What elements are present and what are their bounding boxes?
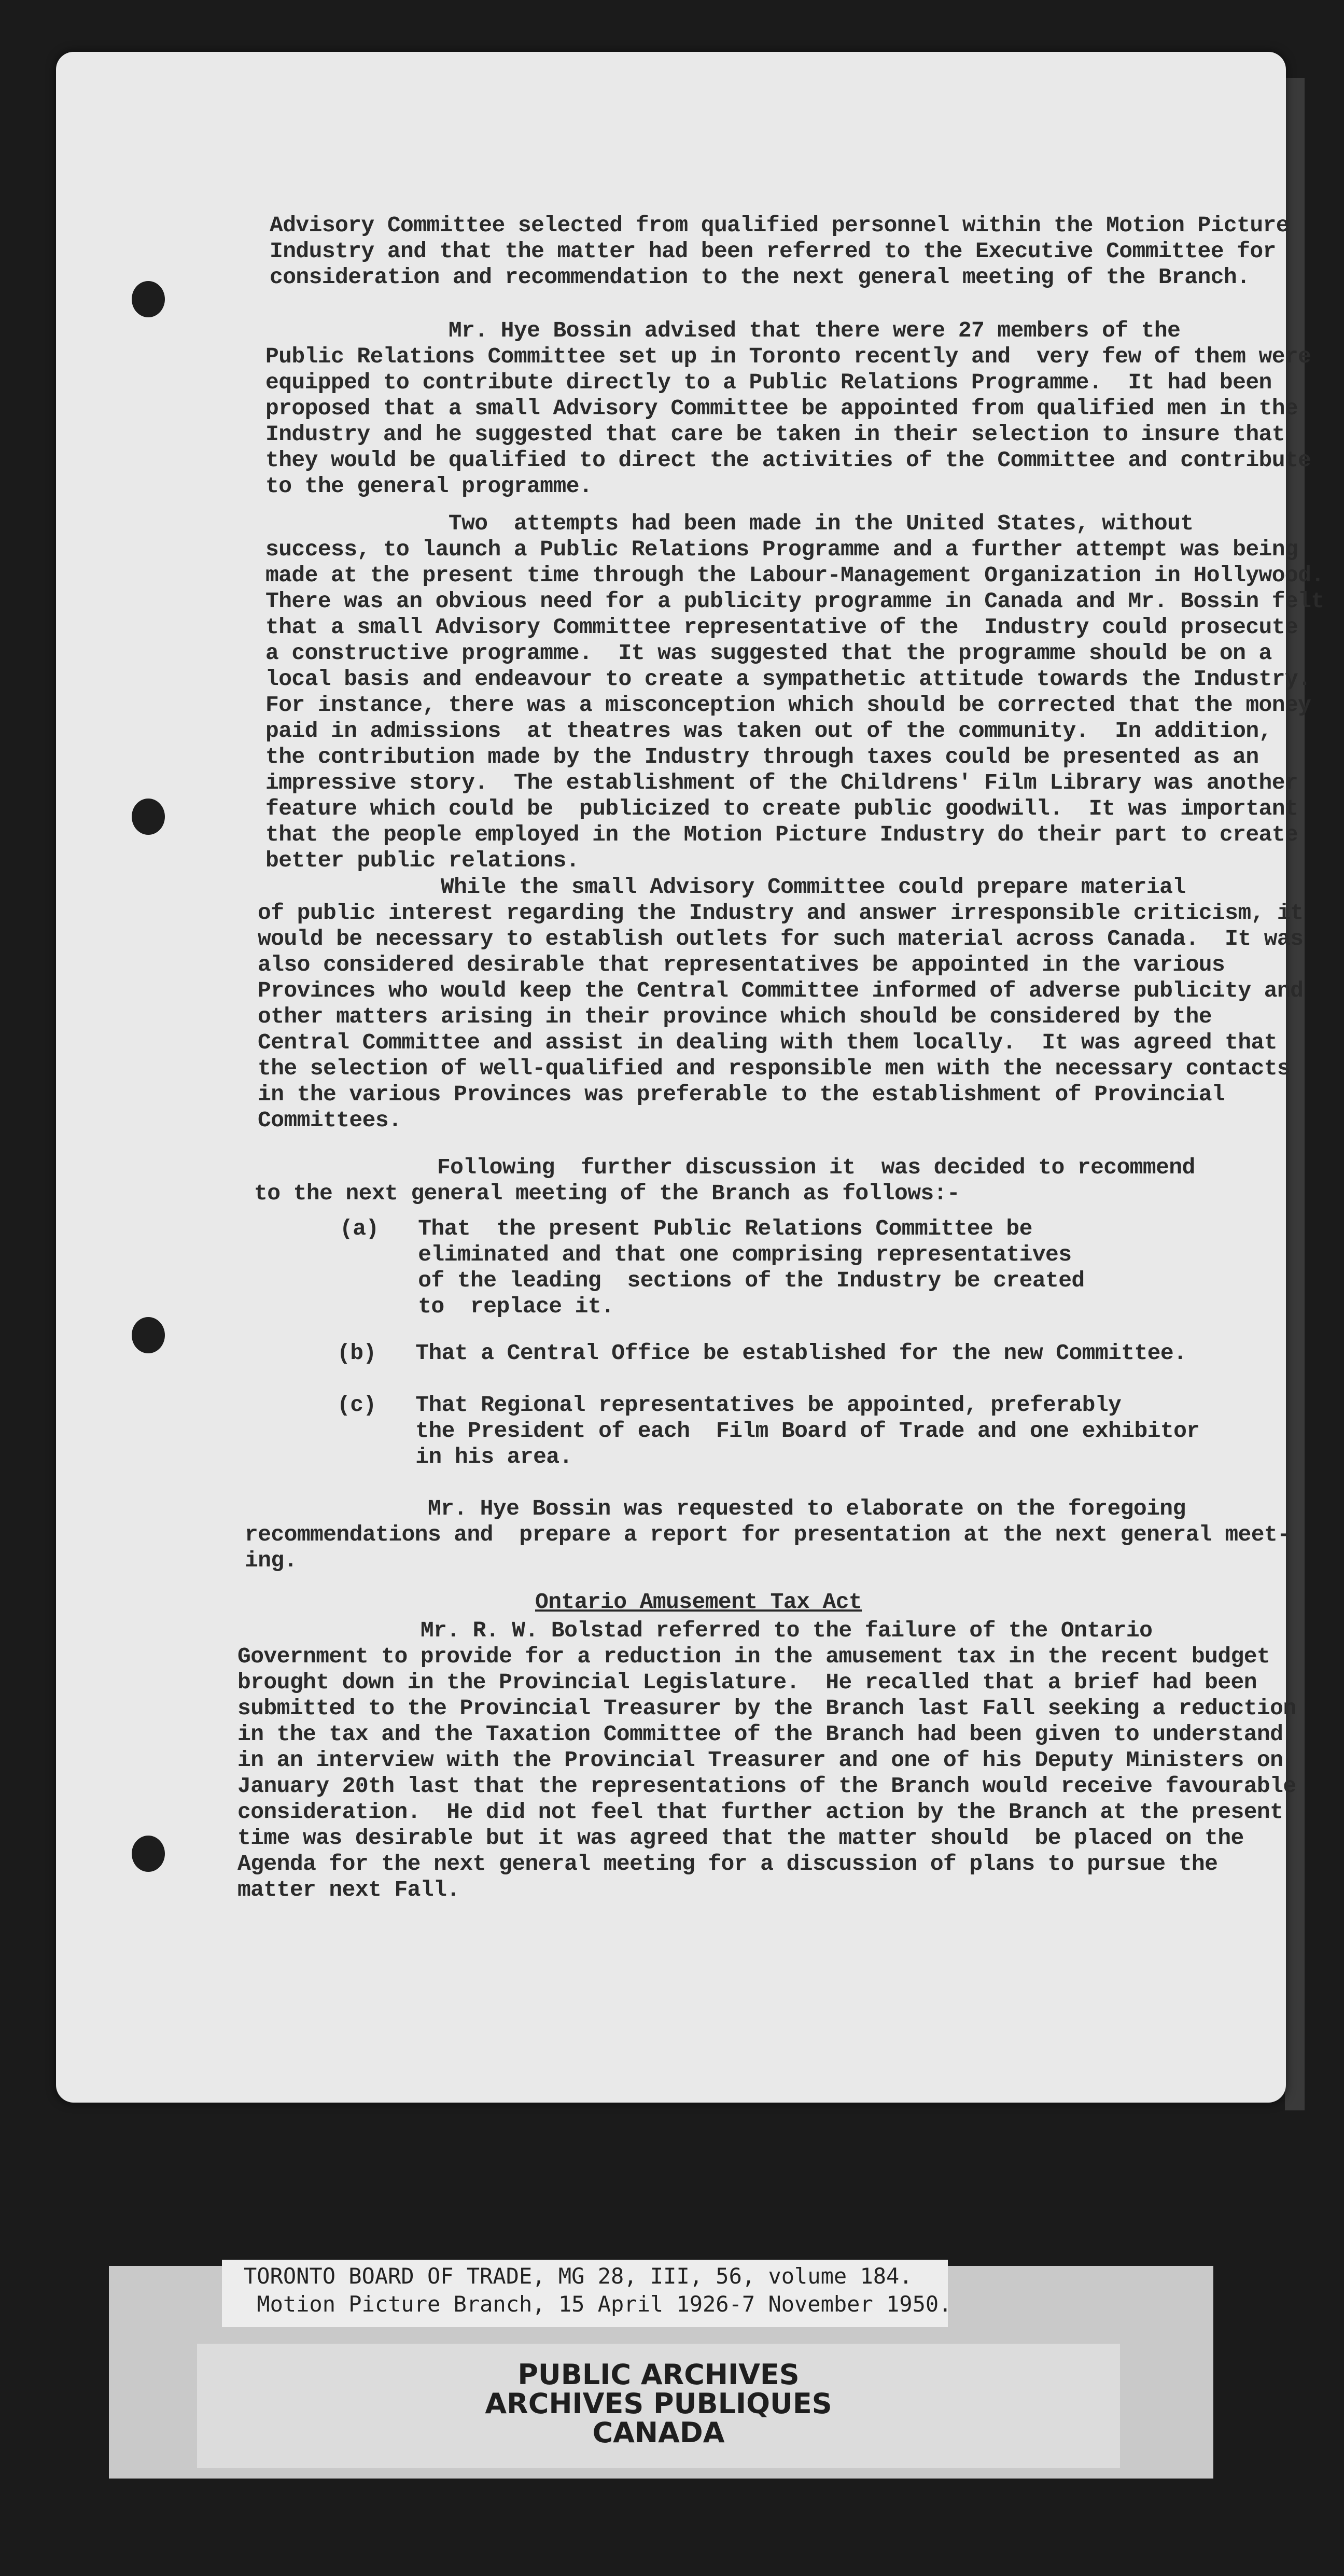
paragraph-line: While the small Advisory Committee could prepare material [258, 874, 1186, 900]
paragraph-line: to the next general meeting of the Branch as follows:- [254, 1181, 960, 1206]
paragraph-line: Following further discussion it was decided to recommend [254, 1155, 1195, 1180]
paragraph-line: matter next Fall. [237, 1877, 460, 1902]
paragraph-line: that a small Advisory Committee representative of the Industry could prosecute [265, 614, 1298, 640]
paragraph-line: local basis and endeavour to create a sympathetic attitude towards the Industry. [265, 666, 1311, 692]
list-item-a-line: to replace it. [340, 1294, 614, 1319]
list-item-a-line: of the leading sections of the Industry be created [340, 1268, 1085, 1293]
paragraph-line: in the various Provinces was preferable to the establishment of Provincial [258, 1082, 1225, 1107]
paragraph-line: Industry and that the matter had been referred to the Executive Committee for [270, 239, 1276, 264]
paragraph-line: of public interest regarding the Industry and answer irresponsible criticism, it [258, 900, 1304, 926]
paragraph-line: Two attempts had been made in the United States, without [265, 511, 1194, 536]
paragraph-line: There was an obvious need for a publicity programme in Canada and Mr. Bossin felt [265, 589, 1324, 614]
paragraph-line: consideration. He did not feel that further action by the Branch at the present [237, 1799, 1283, 1825]
archive-stamp-line-1: PUBLIC ARCHIVES [517, 2358, 800, 2391]
paragraph-line: ing. [245, 1548, 297, 1573]
paragraph-line: January 20th last that the representations of the Branch would receive favourable [237, 1773, 1296, 1799]
punch-hole [132, 1836, 165, 1872]
paragraph-line: Committees. [258, 1108, 402, 1133]
paragraph-line: Provinces who would keep the Central Committee informed of adverse publicity and [258, 978, 1304, 1003]
punch-hole [132, 281, 165, 317]
paragraph-line: Mr. Hye Bossin advised that there were 27 members of the [265, 318, 1181, 343]
paragraph-line: submitted to the Provincial Treasurer by the Branch last Fall seeking a reduction [237, 1696, 1296, 1721]
paragraph-line: would be necessary to establish outlets for such material across Canada. It was [258, 926, 1304, 951]
punch-hole [132, 799, 165, 835]
list-item-b-line: (b) That a Central Office be established for the new Committee. [337, 1340, 1187, 1366]
list-item-a-line: eliminated and that one comprising representatives [340, 1242, 1072, 1267]
paragraph-line: paid in admissions at theatres was taken out of the community. In addition, [265, 718, 1272, 744]
paragraph-line: For instance, there was a misconception which should be corrected that the money [265, 692, 1311, 718]
paragraph-line: Mr. R. W. Bolstad referred to the failure of the Ontario [237, 1618, 1153, 1643]
archive-reference-line-2: Motion Picture Branch, 15 April 1926-7 November 1950. [244, 2291, 952, 2317]
paragraph-line: other matters arising in their province which should be considered by the [258, 1004, 1212, 1029]
paragraph-line: to the general programme. [265, 473, 593, 499]
archive-stamp-line-3: CANADA [592, 2416, 725, 2449]
paragraph-line: in an interview with the Provincial Treasurer and one of his Deputy Ministers on [237, 1747, 1283, 1773]
paragraph-line: Central Committee and assist in dealing with them locally. It was agreed that [258, 1030, 1277, 1055]
list-item-c-line: (c) That Regional representatives be appointed, preferably [337, 1392, 1122, 1418]
paragraph-line: in the tax and the Taxation Committee of the Branch had been given to understand [237, 1721, 1283, 1747]
paragraph-line: Mr. Hye Bossin was requested to elaborate on the foregoing [245, 1496, 1186, 1521]
paragraph-line: the selection of well-qualified and responsible men with the necessary contacts [258, 1056, 1291, 1081]
page-edge [1285, 78, 1305, 2110]
paragraph-line: better public relations. [265, 848, 579, 873]
paragraph-line: Advisory Committee selected from qualified personnel within the Motion Picture [270, 213, 1289, 238]
paragraph-line: they would be qualified to direct the activities of the Committee and contribute [265, 447, 1311, 473]
paragraph-line: proposed that a small Advisory Committee be appointed from qualified men in the [265, 396, 1298, 421]
punch-hole [132, 1317, 165, 1353]
paragraph-line: made at the present time through the Labour-Management Organization in Hollywood. [265, 563, 1324, 588]
archive-reference-line-1: TORONTO BOARD OF TRADE, MG 28, III, 56, volume 184. [244, 2263, 913, 2289]
paragraph-line: Agenda for the next general meeting for a discussion of plans to pursue the [237, 1851, 1218, 1877]
paragraph-line: recommendations and prepare a report for presentation at the next general meet- [245, 1522, 1291, 1547]
paragraph-line: Government to provide for a reduction in the amusement tax in the recent budget [237, 1644, 1270, 1669]
paragraph-line: impressive story. The establishment of the Childrens' Film Library was another [265, 770, 1298, 795]
paragraph-line: that the people employed in the Motion Picture Industry do their part to create [265, 822, 1298, 847]
paragraph-line: also considered desirable that representatives be appointed in the various [258, 952, 1225, 977]
list-item-a-line: (a) That the present Public Relations Committee be [340, 1216, 1032, 1241]
paragraph-line: Public Relations Committee set up in Toronto recently and very few of them were [265, 344, 1311, 369]
paragraph-line: the contribution made by the Industry through taxes could be presented as an [265, 744, 1259, 769]
paragraph-line: consideration and recommendation to the next general meeting of the Branch. [270, 264, 1250, 290]
paragraph-line: a constructive programme. It was suggested that the programme should be on a [265, 640, 1272, 666]
paragraph-line: Industry and he suggested that care be taken in their selection to insure that [265, 422, 1285, 447]
paragraph-line: time was desirable but it was agreed that the matter should be placed on the [237, 1825, 1244, 1851]
list-item-c-line: in his area. [337, 1444, 572, 1469]
paragraph-line: equipped to contribute directly to a Public Relations Programme. It had been [265, 370, 1272, 395]
section-title: Ontario Amusement Tax Act [535, 1589, 862, 1615]
list-item-c-line: the President of each Film Board of Trade and one exhibitor [337, 1418, 1200, 1444]
paragraph-line: success, to launch a Public Relations Programme and a further attempt was being [265, 537, 1298, 562]
paragraph-line: brought down in the Provincial Legislature. He recalled that a brief had been [237, 1670, 1257, 1695]
archive-stamp-line-2: ARCHIVES PUBLIQUES [485, 2387, 832, 2420]
paragraph-line: feature which could be publicized to create public goodwill. It was important [265, 796, 1298, 821]
